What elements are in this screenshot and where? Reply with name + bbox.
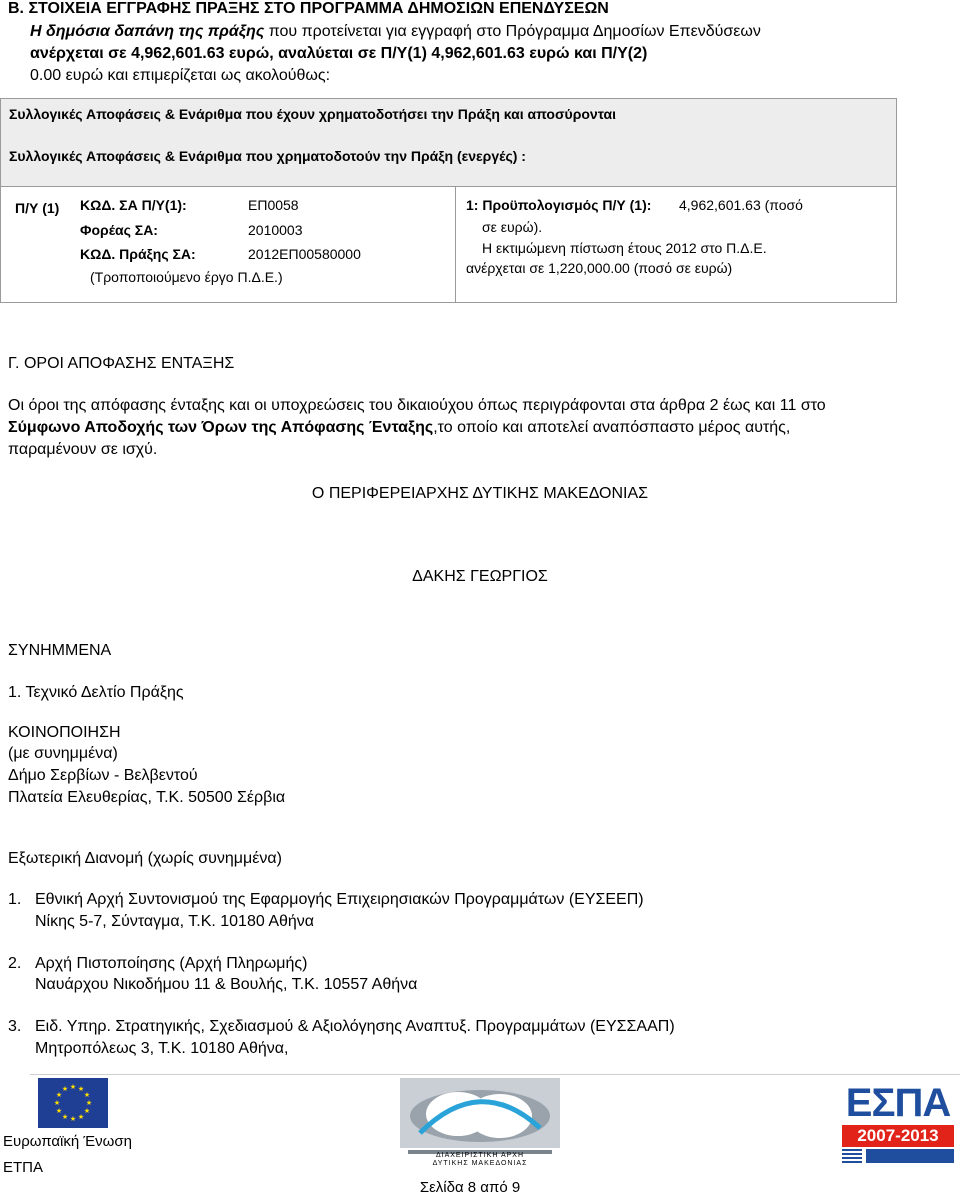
- sa-code-label: ΚΩΔ. ΣΑ Π/Υ(1):: [80, 197, 187, 213]
- eu-flag-icon: [38, 1078, 108, 1128]
- distribution-item-address: Νίκης 5-7, Σύνταγμα, Τ.Κ. 10180 Αθήνα: [35, 913, 315, 930]
- terms-line-3: παραμένουν σε ισχύ.: [8, 441, 158, 458]
- credit-estimate-line-2: ανέρχεται σε 1,220,000.00 (ποσό σε ευρώ): [466, 260, 733, 276]
- project-code-label: ΚΩΔ. Πράξης ΣΑ:: [80, 246, 196, 262]
- eu-stars-icon: [38, 1078, 108, 1128]
- distribution-item-number: 3.: [8, 1018, 22, 1035]
- espa-logo: [842, 1081, 954, 1165]
- svg-text:★: ★: [61, 1113, 69, 1121]
- page-number: Σελίδα 8 από 9: [419, 1179, 521, 1196]
- svg-text:★: ★: [61, 1085, 69, 1093]
- erdf-label: ΕΤΠΑ: [3, 1159, 44, 1176]
- distribution-item-number: 1.: [8, 891, 22, 908]
- sa-agency-label: Φορέας ΣΑ:: [80, 222, 158, 238]
- budget-type-label: Π/Υ (1): [15, 200, 60, 216]
- footer-divider: [30, 1074, 960, 1075]
- sa-agency-value: 2010003: [248, 222, 303, 238]
- budget-paragraph-line-2: ανέρχεται σε 4,962,601.63 ευρώ, αναλύεται σε Π/Υ(1) 4,962,601.63 ευρώ και Π/Υ(2): [30, 45, 648, 62]
- budget-paragraph-line-3: [30, 65, 330, 87]
- terms-text: ,το οποίο και αποτελεί αναπόσπαστο μέρος αυτής,: [433, 419, 791, 436]
- budget-label: 1: Προϋπολογισμός Π/Υ (1):: [466, 197, 652, 213]
- authority-name-line-1: ΔΙΑΧΕΙΡΙΣΤΙΚΗ ΑΡΧΗ: [435, 1152, 525, 1159]
- distribution-item-number: 2.: [8, 955, 22, 972]
- svg-text:★: ★: [53, 1099, 61, 1107]
- distribution-item-name: Εθνική Αρχή Συντονισμού της Εφαρμογής Επιχειρησιακών Προγραμμάτων (ΕΥΣΕΕΠ): [35, 891, 644, 908]
- signatory-role: Ο ΠΕΡΙΦΕΡΕΙΑΡΧΗΣ ΔΥΤΙΚΗΣ ΜΑΚΕΔΟΝΙΑΣ: [311, 485, 649, 502]
- distribution-item-name: Ειδ. Υπηρ. Στρατηγικής, Σχεδιασμού & Αξιολόγησης Αναπτυξ. Προγραμμάτων (ΕΥΣΣΑΑΠ): [35, 1018, 675, 1035]
- attachments-title: ΣΥΝΗΜΜΕΝΑ: [8, 642, 112, 659]
- notification-title: ΚΟΙΝΟΠΟΙΗΣΗ: [8, 724, 121, 741]
- signatory-name: ΔΑΚΗΣ ΓΕΩΡΓΙΟΣ: [412, 568, 548, 585]
- notification-address: Πλατεία Ελευθερίας, Τ.Κ. 50500 Σέρβια: [8, 789, 286, 806]
- distribution-item-name: Αρχή Πιστοποίησης (Αρχή Πληρωμής): [35, 955, 308, 972]
- svg-text:★: ★: [77, 1113, 85, 1121]
- budget-paragraph-line-1: [30, 21, 761, 43]
- section-b-title: Β. ΣΤΟΙΧΕΙΑ ΕΓΓΡΑΦΗΣ ΠΡΑΞΗΣ ΣΤΟ ΠΡΟΓΡΑΜΜΑ ΔΗΜΟΣΙΩΝ ΕΠΕΝΔΥΣΕΩΝ: [8, 0, 609, 17]
- svg-text:★: ★: [69, 1083, 77, 1091]
- budget-value: 4,962,601.63 (ποσό: [679, 197, 803, 213]
- acceptance-agreement-title: Σύμφωνο Αποδοχής των Όρων της Απόφασης Ένταξης: [8, 419, 434, 436]
- budget-unit: σε ευρώ).: [482, 219, 543, 235]
- managing-authority-logo: [400, 1078, 560, 1170]
- public-expenditure-label: Η δημόσια δαπάνη της πράξης: [30, 23, 265, 40]
- attachment-item: 1. Τεχνικό Δελτίο Πράξης: [8, 684, 184, 701]
- withdrawn-decisions-label: Συλλογικές Αποφάσεις & Ενάριθμα που έχουν χρηματοδοτήσει την Πράξη και αποσύρονται: [9, 106, 617, 122]
- paragraph-text: που προτείνεται για εγγραφή στο Πρόγραμμα Δημοσίων Επενδύσεων: [264, 23, 761, 40]
- credit-estimate-line-1: Η εκτιμώμενη πίστωση έτους 2012 στο Π.Δ.Ε.: [482, 240, 767, 256]
- svg-text:★: ★: [55, 1107, 63, 1115]
- paragraph-text: 0.00 ευρώ και επιμερίζεται ως ακολούθως:: [30, 67, 331, 84]
- svg-text:★: ★: [77, 1085, 85, 1093]
- greek-flag-icon: [842, 1149, 954, 1165]
- eu-label: Ευρωπαϊκή Ένωση: [3, 1133, 132, 1150]
- distribution-item-address: Ναυάρχου Νικοδήμου 11 & Βουλής, Τ.Κ. 10557 Αθήνα: [35, 976, 418, 993]
- svg-text:★: ★: [85, 1099, 93, 1107]
- sa-code-value: ΕΠ0058: [248, 197, 299, 213]
- terms-line-2: [8, 417, 790, 439]
- svg-text:★: ★: [83, 1091, 91, 1099]
- svg-text:★: ★: [83, 1107, 91, 1115]
- espa-years: 2007-2013: [842, 1125, 954, 1147]
- notification-recipient: Δήμο Σερβίων - Βελβεντού: [8, 767, 198, 784]
- notification-subtitle: (με συνημμένα): [8, 745, 118, 762]
- table-row-active: [0, 141, 897, 187]
- svg-text:★: ★: [69, 1115, 77, 1123]
- table-divider: [455, 187, 456, 302]
- terms-line-1: Οι όροι της απόφασης ένταξης και οι υποχρεώσεις του δικαιούχου όπως περιγράφονται στα άρθρα 2 έως και 11 στο: [8, 397, 826, 414]
- section-c-title: Γ. ΟΡΟΙ ΑΠΟΦΑΣΗΣ ΕΝΤΑΞΗΣ: [8, 355, 235, 372]
- authority-name-line-2: ΔΥΤΙΚΗΣ ΜΑΚΕΔΟΝΙΑΣ: [432, 1160, 528, 1167]
- active-decisions-label: Συλλογικές Αποφάσεις & Ενάριθμα που χρηματοδοτούν την Πράξη (ενεργές) :: [9, 148, 526, 164]
- espa-logo-text: ΕΣΠΑ: [845, 1081, 951, 1125]
- distribution-title: Εξωτερική Διανομή (χωρίς συνημμένα): [8, 850, 282, 867]
- modified-project-note: (Τροποποιούμενο έργο Π.Δ.Ε.): [90, 269, 283, 285]
- svg-text:★: ★: [55, 1091, 63, 1099]
- distribution-item-address: Μητροπόλεως 3, Τ.Κ. 10180 Αθήνα,: [35, 1040, 289, 1057]
- table-row-withdrawn: [0, 98, 897, 142]
- project-code-value: 2012ΕΠ00580000: [248, 246, 361, 262]
